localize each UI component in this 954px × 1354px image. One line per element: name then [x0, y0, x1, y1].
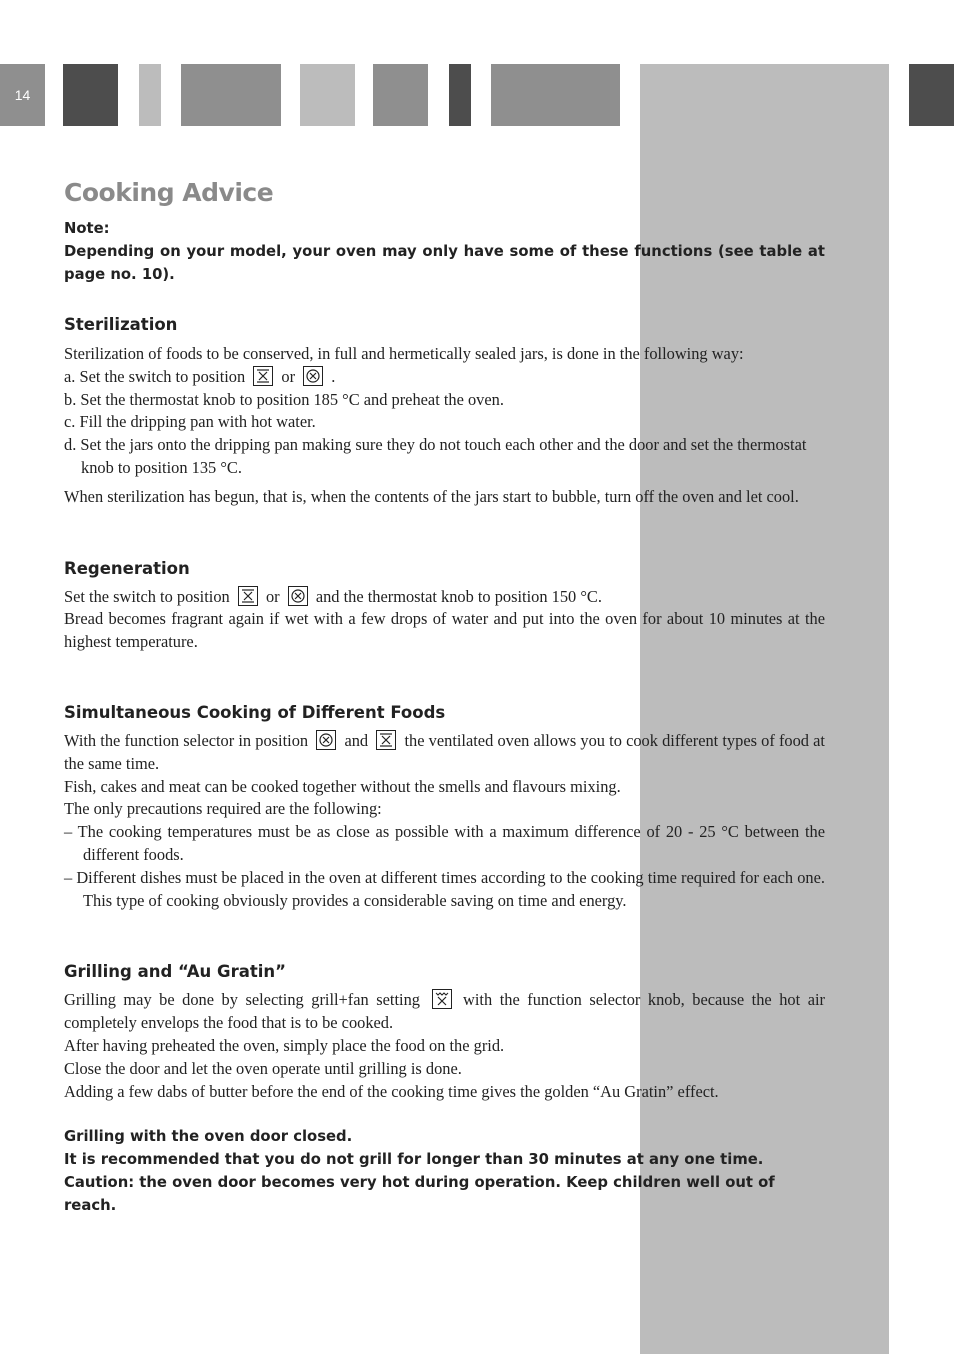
grilling-line-4: Adding a few dabs of butter before the end of the cooking time gives the golden “Au Gratin” effect.	[64, 1081, 719, 1101]
page-content	[64, 173, 825, 1217]
grilling-warning-1: Grilling with the oven door closed.	[64, 1128, 353, 1146]
header-block	[909, 64, 954, 126]
or-text: or	[265, 586, 280, 606]
section-heading-grilling: Grilling and “Au Gratin”	[64, 962, 286, 982]
section-heading-regeneration: Regeneration	[64, 558, 190, 578]
header-block	[491, 64, 620, 126]
fan-bottom-heat-icon	[253, 366, 273, 386]
regeneration-line-1	[64, 586, 825, 609]
header-block	[181, 64, 281, 126]
section-heading-simultaneous: Simultaneous Cooking of Different Foods	[64, 702, 446, 722]
fan-bottom-heat-icon	[238, 586, 258, 606]
note-text: Depending on your model, your oven may only have some of these functions (see table at page no. 10).	[64, 243, 825, 283]
sterilization-closing: When sterilization has begun, that is, when the contents of the jars start to bubble, turn off the oven and let cool.	[64, 486, 799, 506]
fan-circle-icon	[316, 730, 336, 750]
header-block	[139, 64, 161, 126]
grilling-text: with the function selector knob, because the hot air completely envelops the food that is to be cooked.	[64, 990, 825, 1033]
regeneration-text: Set the switch to position	[64, 586, 230, 606]
grilling-line-3: Close the door and let the oven operate until grilling is done.	[64, 1058, 462, 1078]
regeneration-text: and the thermostat knob to position 150 °C.	[315, 586, 602, 606]
or-text: or	[281, 366, 296, 386]
simultaneous-line-3: The only precautions required are the following:	[64, 799, 382, 819]
fan-circle-icon	[303, 366, 323, 386]
sterilization-step-a	[64, 366, 825, 389]
grilling-line-1	[64, 989, 825, 1035]
sterilization-step-b: b. Set the thermostat knob to position 185 °C and preheat the oven.	[64, 389, 504, 409]
header-block	[63, 64, 118, 126]
grill-fan-icon	[432, 989, 452, 1009]
fan-bottom-heat-icon	[376, 730, 396, 750]
header-block	[373, 64, 428, 126]
note-label: Note:	[64, 220, 110, 237]
sterilization-step-c: c. Fill the dripping pan with hot water.	[64, 412, 316, 432]
grilling-text: Grilling may be done by selecting grill+fan setting	[64, 990, 420, 1010]
page-title: Cooking Advice	[64, 178, 274, 207]
header-block	[300, 64, 355, 126]
simultaneous-line-1	[64, 730, 825, 776]
header-block	[449, 64, 471, 126]
step-a-end: .	[331, 366, 336, 386]
simultaneous-bullet-1: – The cooking temperatures must be as close as possible with a maximum difference of 20 - 25 °C between the different foods.	[64, 822, 825, 864]
grilling-line-2: After having preheated the oven, simply place the food on the grid.	[64, 1035, 505, 1055]
section-heading-sterilization: Sterilization	[64, 315, 178, 334]
and-text: and	[344, 730, 369, 750]
grilling-warning-3: Caution: the oven door becomes very hot during operation. Keep children well out of reach.	[64, 1174, 775, 1215]
simultaneous-line-2: Fish, cakes and meat can be cooked together without the smells and flavours mixing.	[64, 776, 621, 796]
sterilization-step-d: d. Set the jars onto the dripping pan making sure they do not touch each other and the door and set the thermostat knob to position 135 °C.	[64, 435, 807, 477]
page-number: 14	[0, 64, 45, 126]
sterilization-intro: Sterilization of foods to be conserved, in full and hermetically sealed jars, is done in the following way:	[64, 344, 744, 363]
regeneration-line-2: Bread becomes fragrant again if wet with a few drops of water and put into the oven for about 10 minutes at the highest temperature.	[64, 609, 825, 652]
simultaneous-text: the ventilated oven allows you to cook different types of food at the same time.	[64, 730, 825, 773]
fan-circle-icon	[288, 586, 308, 606]
grilling-warning-2: It is recommended that you do not grill for longer than 30 minutes at any one time.	[64, 1151, 764, 1169]
simultaneous-bullet-2: – Different dishes must be placed in the oven at different times according to the cooking time required for each one. This type of cooking obviously provides a considerable saving on time and energy.	[64, 867, 825, 910]
simultaneous-text: With the function selector in position	[64, 730, 309, 750]
step-a-text: a. Set the switch to position	[64, 366, 246, 386]
